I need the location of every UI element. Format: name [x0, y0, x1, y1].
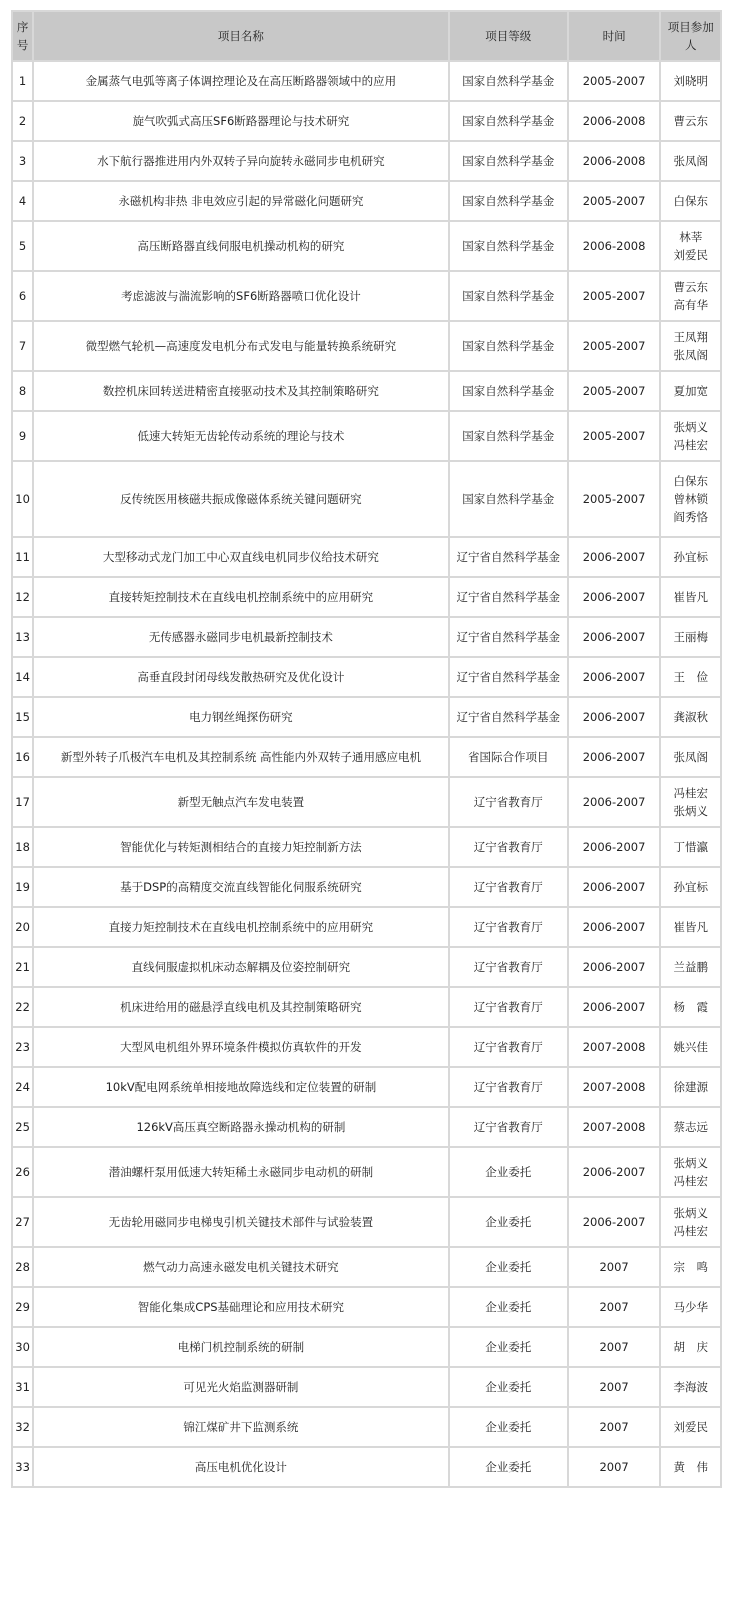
cell-participants [661, 948, 720, 986]
participant-name: 黄 伟 [673, 1460, 708, 1474]
cell-participants [661, 322, 720, 370]
header-level: 项目等级 [450, 12, 567, 60]
cell-name: 数控机床回转送进精密直接驱动技术及其控制策略研究 [34, 372, 448, 410]
cell-time: 2007 [569, 1328, 660, 1366]
cell-level: 辽宁省自然科学基金 [450, 578, 567, 616]
table-row [13, 1248, 720, 1286]
table-row [13, 462, 720, 536]
cell-participants [661, 1108, 720, 1146]
participant-name: 高有华 [673, 298, 708, 312]
participant-name: 冯桂宏 [673, 786, 708, 800]
cell-level: 辽宁省教育厅 [450, 828, 567, 866]
cell-time: 2006-2007 [569, 1198, 660, 1246]
table-row [13, 578, 720, 616]
cell-level: 辽宁省教育厅 [450, 988, 567, 1026]
cell-level: 国家自然科学基金 [450, 62, 567, 100]
participant-name: 曾林锁 [673, 492, 708, 506]
cell-index: 28 [13, 1248, 32, 1286]
cell-name: 金属蒸气电弧等离子体调控理论及在高压断路器领域中的应用 [34, 62, 448, 100]
cell-time: 2006-2007 [569, 578, 660, 616]
participant-name: 张炳义 [673, 804, 708, 818]
cell-participants [661, 1148, 720, 1196]
cell-index: 10 [13, 462, 32, 536]
table-row [13, 182, 720, 220]
participant-name: 张凤阁 [673, 348, 708, 362]
cell-participants [661, 1068, 720, 1106]
cell-participants [661, 372, 720, 410]
cell-index: 16 [13, 738, 32, 776]
cell-time: 2005-2007 [569, 412, 660, 460]
participant-name: 徐建源 [673, 1080, 708, 1094]
cell-time: 2006-2007 [569, 698, 660, 736]
cell-name: 反传统医用核磁共振成像磁体系统关键问题研究 [34, 462, 448, 536]
participant-name: 宗 鸣 [673, 1260, 708, 1274]
table-row [13, 988, 720, 1026]
cell-index: 24 [13, 1068, 32, 1106]
cell-participants [661, 1448, 720, 1486]
table-row [13, 1328, 720, 1366]
table-row [13, 698, 720, 736]
cell-name: 低速大转矩无齿轮传动系统的理论与技术 [34, 412, 448, 460]
table-row [13, 322, 720, 370]
cell-time: 2005-2007 [569, 322, 660, 370]
participant-name: 兰益鹏 [673, 960, 708, 974]
cell-level: 辽宁省教育厅 [450, 1068, 567, 1106]
cell-time: 2006-2007 [569, 828, 660, 866]
cell-name: 无传感器永磁同步电机最新控制技术 [34, 618, 448, 656]
cell-level: 辽宁省教育厅 [450, 1108, 567, 1146]
cell-level: 企业委托 [450, 1248, 567, 1286]
cell-name: 高压断路器直线伺服电机操动机构的研究 [34, 222, 448, 270]
cell-name: 新型外转子爪极汽车电机及其控制系统 高性能内外双转子通用感应电机 [34, 738, 448, 776]
cell-index: 26 [13, 1148, 32, 1196]
cell-time: 2007 [569, 1368, 660, 1406]
participant-name: 白保东 [673, 194, 708, 208]
table-row [13, 618, 720, 656]
cell-level: 企业委托 [450, 1328, 567, 1366]
cell-name: 大型风电机组外界环境条件模拟仿真软件的开发 [34, 1028, 448, 1066]
cell-participants [661, 778, 720, 826]
table-row [13, 222, 720, 270]
cell-name: 智能优化与转矩测相结合的直接力矩控制新方法 [34, 828, 448, 866]
participant-name: 夏加宽 [673, 384, 708, 398]
cell-time: 2007-2008 [569, 1108, 660, 1146]
cell-participants [661, 1028, 720, 1066]
cell-time: 2006-2007 [569, 988, 660, 1026]
cell-name: 锦江煤矿井下监测系统 [34, 1408, 448, 1446]
cell-level: 企业委托 [450, 1288, 567, 1326]
table-body [13, 62, 720, 1486]
table-row [13, 272, 720, 320]
participant-name: 阎秀恪 [673, 510, 708, 524]
cell-name: 潜油螺杆泵用低速大转矩稀土永磁同步电动机的研制 [34, 1148, 448, 1196]
table-row [13, 62, 720, 100]
cell-level: 辽宁省自然科学基金 [450, 538, 567, 576]
cell-name: 水下航行器推进用内外双转子异向旋转永磁同步电机研究 [34, 142, 448, 180]
table-row [13, 658, 720, 696]
cell-index: 23 [13, 1028, 32, 1066]
cell-level: 辽宁省教育厅 [450, 778, 567, 826]
cell-participants [661, 538, 720, 576]
cell-index: 33 [13, 1448, 32, 1486]
table-row [13, 778, 720, 826]
cell-participants [661, 578, 720, 616]
cell-index: 4 [13, 182, 32, 220]
participant-name: 张炳义 [673, 1156, 708, 1170]
participant-name: 刘爱民 [673, 248, 708, 262]
cell-level: 国家自然科学基金 [450, 372, 567, 410]
table-row [13, 828, 720, 866]
header-index: 序号 [13, 12, 32, 60]
cell-participants [661, 102, 720, 140]
cell-participants [661, 1198, 720, 1246]
cell-name: 无齿轮用磁同步电梯曳引机关键技术部件与试验装置 [34, 1198, 448, 1246]
cell-level: 企业委托 [450, 1368, 567, 1406]
cell-time: 2007-2008 [569, 1028, 660, 1066]
table-row [13, 142, 720, 180]
cell-time: 2006-2007 [569, 618, 660, 656]
cell-index: 2 [13, 102, 32, 140]
participant-name: 张炳义 [673, 420, 708, 434]
cell-index: 20 [13, 908, 32, 946]
participant-name: 王 俭 [673, 670, 708, 684]
participant-name: 冯桂宏 [673, 1174, 708, 1188]
cell-name: 新型无触点汽车发电装置 [34, 778, 448, 826]
table-row [13, 1028, 720, 1066]
cell-name: 高压电机优化设计 [34, 1448, 448, 1486]
cell-index: 17 [13, 778, 32, 826]
participant-name: 张炳义 [673, 1206, 708, 1220]
table-row [13, 1148, 720, 1196]
cell-time: 2006-2007 [569, 868, 660, 906]
table-row [13, 1368, 720, 1406]
cell-name: 基于DSP的高精度交流直线智能化伺服系统研究 [34, 868, 448, 906]
cell-time: 2006-2008 [569, 222, 660, 270]
participant-name: 张凤阁 [673, 750, 708, 764]
table-row [13, 1448, 720, 1486]
cell-index: 25 [13, 1108, 32, 1146]
cell-name: 燃气动力高速永磁发电机关键技术研究 [34, 1248, 448, 1286]
table-row [13, 1068, 720, 1106]
cell-index: 9 [13, 412, 32, 460]
cell-name: 直接力矩控制技术在直线电机控制系统中的应用研究 [34, 908, 448, 946]
cell-index: 5 [13, 222, 32, 270]
header-row [13, 12, 720, 60]
cell-time: 2006-2007 [569, 778, 660, 826]
cell-level: 辽宁省自然科学基金 [450, 618, 567, 656]
cell-index: 7 [13, 322, 32, 370]
participant-name: 龚淑秋 [673, 710, 708, 724]
cell-participants [661, 1248, 720, 1286]
cell-level: 辽宁省教育厅 [450, 908, 567, 946]
cell-time: 2006-2007 [569, 658, 660, 696]
participant-name: 崔皆凡 [673, 590, 708, 604]
cell-participants [661, 908, 720, 946]
table-row [13, 908, 720, 946]
cell-participants [661, 142, 720, 180]
participant-name: 蔡志远 [673, 1120, 708, 1134]
cell-index: 18 [13, 828, 32, 866]
cell-name: 永磁机构非热 非电效应引起的异常磁化问题研究 [34, 182, 448, 220]
participant-name: 胡 庆 [673, 1340, 708, 1354]
cell-participants [661, 868, 720, 906]
cell-participants [661, 1288, 720, 1326]
participant-name: 丁惜瀛 [673, 840, 708, 854]
cell-time: 2007 [569, 1248, 660, 1286]
table-row [13, 948, 720, 986]
cell-time: 2007-2008 [569, 1068, 660, 1106]
cell-index: 1 [13, 62, 32, 100]
cell-time: 2007 [569, 1408, 660, 1446]
participant-name: 刘晓明 [673, 74, 708, 88]
cell-participants [661, 272, 720, 320]
cell-name: 电梯门机控制系统的研制 [34, 1328, 448, 1366]
cell-participants [661, 62, 720, 100]
cell-participants [661, 828, 720, 866]
cell-index: 13 [13, 618, 32, 656]
cell-name: 直接转矩控制技术在直线电机控制系统中的应用研究 [34, 578, 448, 616]
table-row [13, 738, 720, 776]
cell-level: 辽宁省自然科学基金 [450, 658, 567, 696]
table-row [13, 1198, 720, 1246]
cell-index: 8 [13, 372, 32, 410]
cell-participants [661, 222, 720, 270]
cell-name: 电力钢丝绳探伤研究 [34, 698, 448, 736]
cell-index: 14 [13, 658, 32, 696]
cell-participants [661, 1328, 720, 1366]
table-row [13, 102, 720, 140]
table-row [13, 538, 720, 576]
cell-participants [661, 658, 720, 696]
cell-time: 2006-2007 [569, 908, 660, 946]
cell-participants [661, 182, 720, 220]
cell-index: 21 [13, 948, 32, 986]
cell-time: 2006-2007 [569, 1148, 660, 1196]
cell-time: 2007 [569, 1288, 660, 1326]
participant-name: 冯桂宏 [673, 438, 708, 452]
cell-participants [661, 738, 720, 776]
header-name: 项目名称 [34, 12, 448, 60]
cell-index: 29 [13, 1288, 32, 1326]
cell-level: 企业委托 [450, 1408, 567, 1446]
cell-level: 企业委托 [450, 1198, 567, 1246]
cell-name: 高垂直段封闭母线发散热研究及优化设计 [34, 658, 448, 696]
cell-time: 2005-2007 [569, 182, 660, 220]
cell-index: 31 [13, 1368, 32, 1406]
cell-time: 2005-2007 [569, 462, 660, 536]
participant-name: 林莘 [679, 230, 703, 244]
header-time: 时间 [569, 12, 660, 60]
cell-level: 国家自然科学基金 [450, 272, 567, 320]
cell-participants [661, 988, 720, 1026]
participant-name: 崔皆凡 [673, 920, 708, 934]
cell-index: 27 [13, 1198, 32, 1246]
cell-name: 可见光火焰监测器研制 [34, 1368, 448, 1406]
cell-name: 智能化集成CPS基础理论和应用技术研究 [34, 1288, 448, 1326]
cell-participants [661, 1408, 720, 1446]
participant-name: 张凤阁 [673, 154, 708, 168]
cell-participants [661, 698, 720, 736]
cell-level: 国家自然科学基金 [450, 182, 567, 220]
cell-participants [661, 618, 720, 656]
cell-participants [661, 1368, 720, 1406]
cell-name: 大型移动式龙门加工中心双直线电机同步仪给技术研究 [34, 538, 448, 576]
cell-name: 机床进给用的磁悬浮直线电机及其控制策略研究 [34, 988, 448, 1026]
cell-level: 省国际合作项目 [450, 738, 567, 776]
cell-level: 辽宁省教育厅 [450, 868, 567, 906]
cell-level: 企业委托 [450, 1448, 567, 1486]
cell-index: 3 [13, 142, 32, 180]
participant-name: 曹云东 [673, 114, 708, 128]
cell-participants [661, 412, 720, 460]
participant-name: 马少华 [673, 1300, 708, 1314]
cell-name: 10kV配电网系统单相接地故障选线和定位装置的研制 [34, 1068, 448, 1106]
table-row [13, 1408, 720, 1446]
table-row [13, 868, 720, 906]
participant-name: 冯桂宏 [673, 1224, 708, 1238]
cell-time: 2006-2008 [569, 102, 660, 140]
cell-index: 6 [13, 272, 32, 320]
participant-name: 王丽梅 [673, 630, 708, 644]
participant-name: 曹云东 [673, 280, 708, 294]
cell-participants [661, 462, 720, 536]
cell-time: 2006-2007 [569, 948, 660, 986]
cell-time: 2006-2008 [569, 142, 660, 180]
cell-level: 国家自然科学基金 [450, 102, 567, 140]
cell-time: 2005-2007 [569, 372, 660, 410]
table-row [13, 412, 720, 460]
cell-time: 2006-2007 [569, 738, 660, 776]
cell-name: 考虑滤波与湍流影响的SF6断路器喷口优化设计 [34, 272, 448, 320]
cell-index: 32 [13, 1408, 32, 1446]
participant-name: 李海波 [673, 1380, 708, 1394]
header-participants: 项目参加人 [661, 12, 720, 60]
cell-level: 辽宁省自然科学基金 [450, 698, 567, 736]
cell-level: 辽宁省教育厅 [450, 948, 567, 986]
cell-index: 15 [13, 698, 32, 736]
cell-time: 2006-2007 [569, 538, 660, 576]
cell-index: 22 [13, 988, 32, 1026]
table-row [13, 1108, 720, 1146]
cell-level: 辽宁省教育厅 [450, 1028, 567, 1066]
cell-level: 国家自然科学基金 [450, 322, 567, 370]
cell-level: 国家自然科学基金 [450, 142, 567, 180]
participant-name: 孙宜标 [673, 880, 708, 894]
cell-level: 企业委托 [450, 1148, 567, 1196]
participant-name: 孙宜标 [673, 550, 708, 564]
participant-name: 杨 霞 [673, 1000, 708, 1014]
cell-time: 2005-2007 [569, 272, 660, 320]
cell-index: 11 [13, 538, 32, 576]
cell-index: 19 [13, 868, 32, 906]
participant-name: 白保东 [673, 474, 708, 488]
cell-level: 国家自然科学基金 [450, 222, 567, 270]
cell-index: 30 [13, 1328, 32, 1366]
cell-time: 2007 [569, 1448, 660, 1486]
cell-index: 12 [13, 578, 32, 616]
cell-name: 126kV高压真空断路器永操动机构的研制 [34, 1108, 448, 1146]
table-row [13, 1288, 720, 1326]
participant-name: 姚兴佳 [673, 1040, 708, 1054]
cell-name: 微型燃气轮机—高速度发电机分布式发电与能量转换系统研究 [34, 322, 448, 370]
cell-name: 旋气吹弧式高压SF6断路器理论与技术研究 [34, 102, 448, 140]
cell-level: 国家自然科学基金 [450, 462, 567, 536]
participant-name: 王凤翔 [673, 330, 708, 344]
cell-name: 直线伺服虚拟机床动态解耦及位姿控制研究 [34, 948, 448, 986]
table-row [13, 372, 720, 410]
participant-name: 刘爱民 [673, 1420, 708, 1434]
cell-time: 2005-2007 [569, 62, 660, 100]
projects-table [11, 10, 722, 1488]
cell-level: 国家自然科学基金 [450, 412, 567, 460]
